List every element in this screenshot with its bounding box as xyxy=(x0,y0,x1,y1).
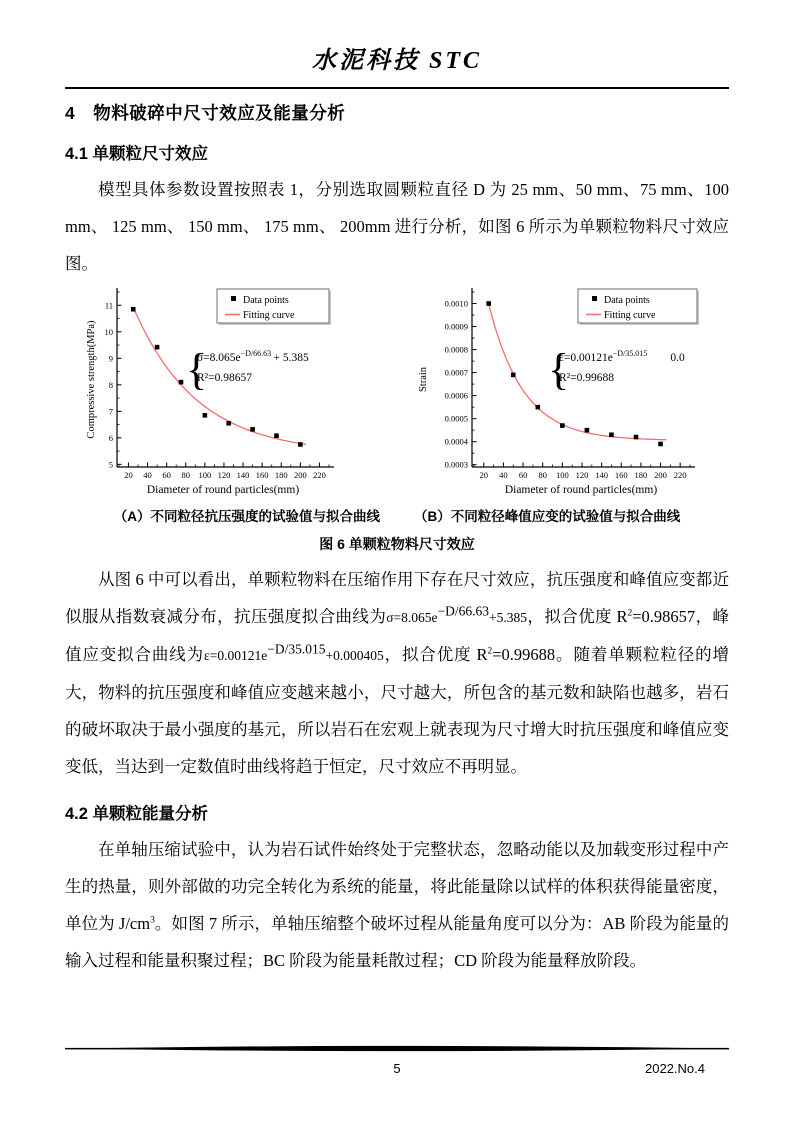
svg-text:0.0005: 0.0005 xyxy=(444,413,468,424)
svg-text:40: 40 xyxy=(143,470,152,480)
svg-text:100: 100 xyxy=(555,470,569,480)
svg-text:0.0006: 0.0006 xyxy=(444,390,468,401)
paragraph-size-effect-discussion: 从图 6 中可以看出，单颗粒物料在压缩作用下存在尺寸效应，抗压强度和峰值应变都近似服从指数衰减分布，抗压强度拟合曲线为$\sigma=8.065e^{-D/66.63}+5.385$，拟合优度 $R^2=0.98657$，峰值应变拟合曲线为$\varepsilon=0.00121e^{-D/35.015}+0.000405$，拟合优度 $R^2=0.99688$。随着单颗粒粒径的增大，物料的抗压强度和峰值应变越来越小，尺寸越大，所包含的基元数和缺陷也越多，岩石的破坏取决于最小强度的基元，所以岩石在宏观上就表现为尺寸增大时抗压强度和峰值应变变低，当达到一定数值时曲线将趋于恒定，尺寸效应不再明显。 xyxy=(65,570,729,776)
chart-strain xyxy=(410,285,710,500)
footer-row xyxy=(65,1061,729,1083)
svg-text:180: 180 xyxy=(634,470,648,480)
header-rule xyxy=(65,87,729,89)
svg-text:0.0010: 0.0010 xyxy=(444,298,468,309)
svg-text:20: 20 xyxy=(124,470,133,480)
svg-text:ε=0.00121e−D/35.015 0.0: $\varepsilon=0.00121e^{-D/35.015}$ 0.0 xyxy=(559,349,685,364)
svg-text:40: 40 xyxy=(499,470,508,480)
figure-panel-captions xyxy=(65,505,729,525)
svg-text:160: 160 xyxy=(255,470,269,480)
page-content xyxy=(65,0,729,979)
svg-text:R²=0.99688: R²=0.99688 xyxy=(559,372,614,384)
section-4-heading: 4 物料破碎中尺寸效应及能量分析 xyxy=(65,103,346,123)
svg-text:0.0007: 0.0007 xyxy=(444,367,468,378)
section-4-2-heading: 4.2 单颗粒能量分析 xyxy=(65,805,209,823)
svg-text:220: 220 xyxy=(313,470,326,480)
svg-text:120: 120 xyxy=(217,470,231,480)
svg-text:80: 80 xyxy=(181,470,191,480)
svg-text:140: 140 xyxy=(236,470,250,480)
svg-text:Strain: Strain xyxy=(418,366,429,393)
page-number: 5 xyxy=(393,1061,401,1076)
svg-text:0.0009: 0.0009 xyxy=(444,321,468,332)
svg-text:σ=8.065e−D/66.63 + 5.385: $\sigma=8.065e^{-D/66.63} + 5.385$ xyxy=(197,349,309,364)
svg-text:0.0003: 0.0003 xyxy=(444,459,468,470)
svg-text:Diameter of round particles(mm: Diameter of round particles(mm) xyxy=(504,484,658,496)
svg-text:Diameter of round particles(mm: Diameter of round particles(mm) xyxy=(146,484,300,496)
svg-text:9: 9 xyxy=(108,353,113,364)
svg-text:Compressive strength(MPa): Compressive strength(MPa) xyxy=(86,320,97,439)
svg-text:5: 5 xyxy=(108,459,113,470)
figure-6-caption: 图 6 单颗粒物料尺寸效应 xyxy=(319,536,475,552)
svg-text:180: 180 xyxy=(274,470,288,480)
svg-text:200: 200 xyxy=(654,470,667,480)
svg-text:7: 7 xyxy=(108,406,113,417)
svg-text:80: 80 xyxy=(538,470,547,480)
svg-text:100: 100 xyxy=(198,470,212,480)
svg-text:6: 6 xyxy=(108,432,113,443)
caption-panel-a: （A）不同粒径抗压强度的试验值与拟合曲线 xyxy=(113,509,380,524)
svg-text:Data points: Data points xyxy=(243,295,289,306)
page-footer xyxy=(65,1040,729,1083)
svg-text:0.0008: 0.0008 xyxy=(444,344,468,355)
section-4-1-heading: 4.1 单颗粒尺寸效应 xyxy=(65,145,209,163)
svg-text:60: 60 xyxy=(518,470,528,480)
svg-text:200: 200 xyxy=(293,470,307,480)
svg-text:R²=0.98657: R²=0.98657 xyxy=(197,372,252,384)
paragraph-model-parameters: 模型具体参数设置按照表 1，分别选取圆颗粒直径 D 为 25 mm、50 mm、75 mm、100 mm、 125 mm、 150 mm、 175 mm、 200mm 进行分析，如图 6 所示为单颗粒物料尺寸效应图。 xyxy=(65,180,729,273)
footer-rule xyxy=(65,1045,729,1053)
svg-text:120: 120 xyxy=(575,470,589,480)
svg-text:Fitting curve: Fitting curve xyxy=(604,310,656,321)
svg-text:0.0004: 0.0004 xyxy=(444,436,468,447)
paragraph-energy-analysis: 在单轴压缩试验中，认为岩石试件始终处于完整状态，忽略动能以及加载变形过程中产生的热量，则外部做的功完全转化为系统的能量，将此能量除以试样的体积获得能量密度，单位为 $J/cm^3$。如图 7 所示，单轴压缩整个破坏过程从能量角度可以分为：AB 阶段为能量的输入过程和能量积聚过程；BC 阶段为能量耗散过程；CD 阶段为能量释放阶段。 xyxy=(65,840,729,970)
svg-text:220: 220 xyxy=(673,470,687,480)
svg-text:20: 20 xyxy=(479,470,489,480)
svg-text:Data points: Data points xyxy=(604,295,650,306)
figure-6 xyxy=(65,285,729,500)
svg-text:60: 60 xyxy=(162,470,171,480)
svg-text:140: 140 xyxy=(595,470,608,480)
svg-text:8: 8 xyxy=(108,379,113,390)
chart-compressive-strength xyxy=(84,285,384,500)
svg-text:160: 160 xyxy=(614,470,628,480)
svg-text:{: { xyxy=(548,345,570,394)
svg-text:10: 10 xyxy=(104,326,113,337)
journal-title: 水泥科技 STC xyxy=(311,48,482,74)
svg-text:Fitting curve: Fitting curve xyxy=(243,310,295,321)
svg-text:{: { xyxy=(186,345,208,394)
svg-text:11: 11 xyxy=(104,300,113,311)
caption-panel-b: （B）不同粒径峰值应变的试验值与拟合曲线 xyxy=(414,509,681,524)
issue-number: 2022.No.4 xyxy=(645,1061,705,1076)
